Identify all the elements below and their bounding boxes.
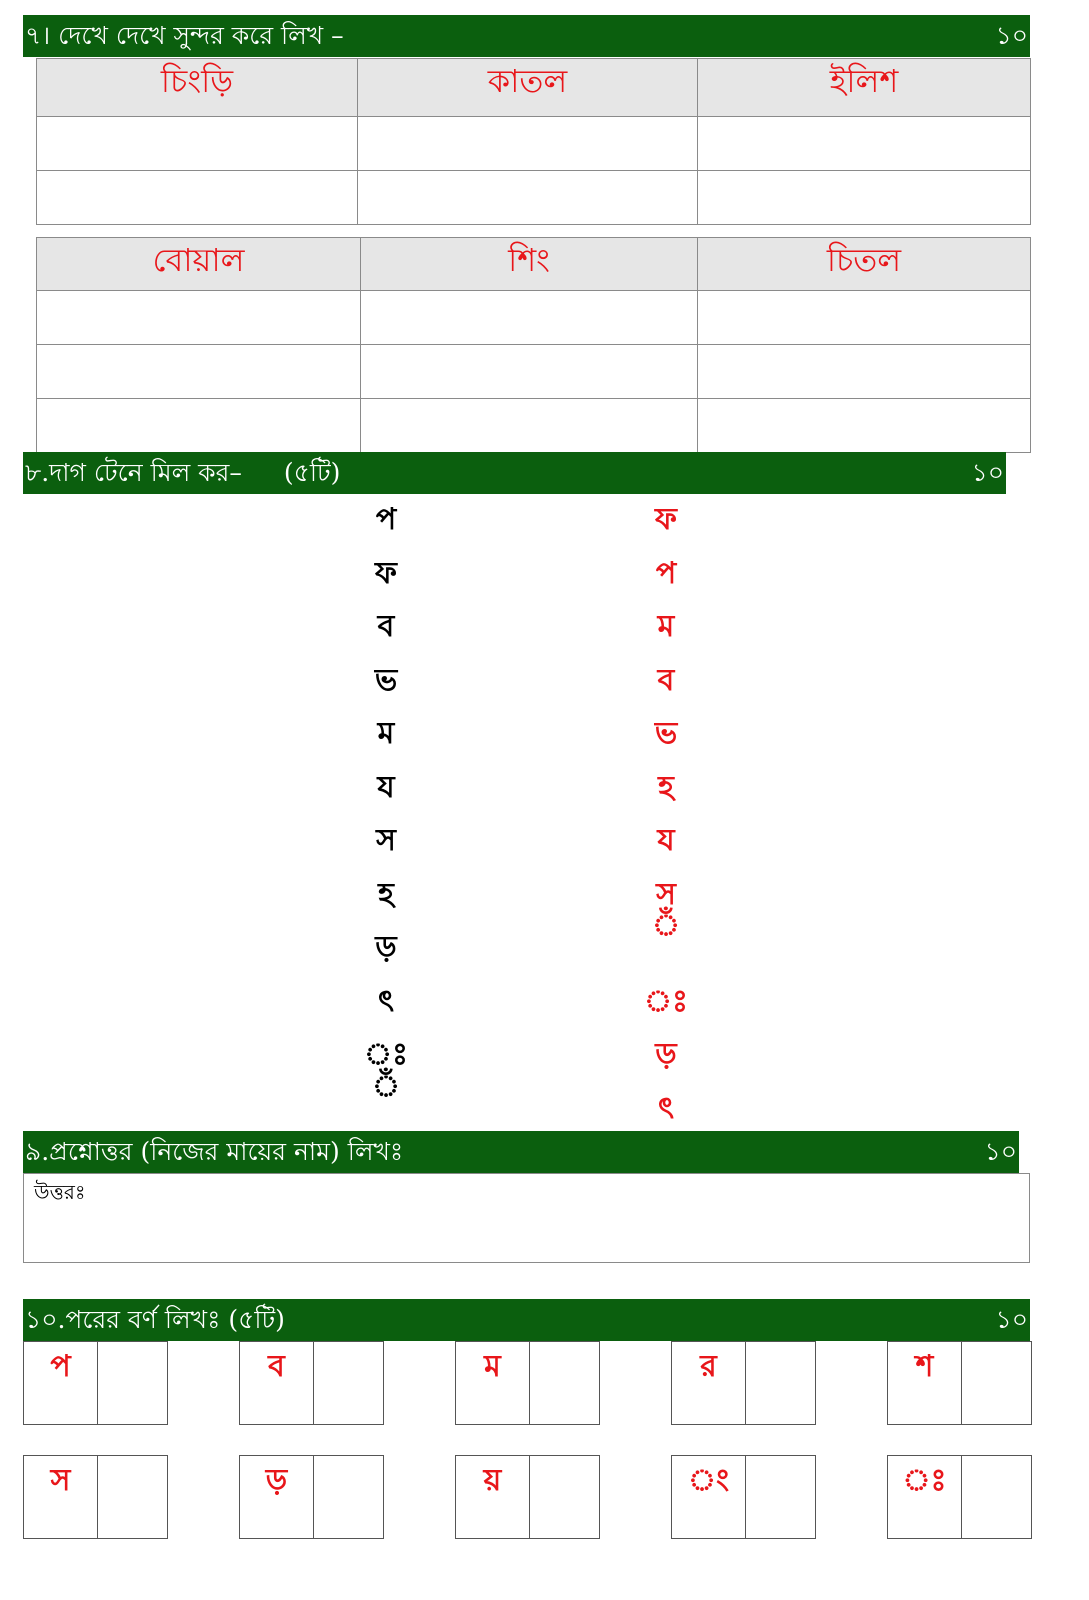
match-left-letter[interactable]: ফ: [375, 555, 397, 591]
section-7-title: ৭। দেখে দেখে সুন্দর করে লিখ –: [25, 21, 344, 50]
section-9-title: ৯.প্রশ্নোত্তর (নিজের মায়ের নাম) লিখঃ: [25, 1137, 404, 1166]
match-right-letter[interactable]: ভ: [654, 716, 678, 751]
given-letter: ব: [240, 1342, 314, 1424]
copy-word-1: চিংড়ি: [37, 59, 358, 117]
match-left-column: [356, 493, 416, 1112]
given-letter: শ: [888, 1342, 962, 1424]
given-letter: র: [672, 1342, 746, 1424]
writing-cell[interactable]: [37, 291, 361, 345]
section-7-header: [23, 15, 1030, 57]
given-letter: ঃ: [888, 1456, 962, 1538]
writing-cell[interactable]: [698, 399, 1031, 453]
match-right-letter[interactable]: ৎ: [657, 1090, 675, 1126]
section-8-count: (৫টি): [283, 458, 341, 487]
match-left-letter[interactable]: য: [377, 769, 395, 805]
section-10-header: [23, 1299, 1030, 1341]
copy-word-4: বোয়াল: [37, 238, 361, 291]
copy-word-5: শিং: [361, 238, 698, 291]
section-9-header: [23, 1131, 1019, 1173]
given-letter: ম: [456, 1342, 530, 1424]
match-right-letter[interactable]: হ: [658, 769, 674, 805]
answer-box[interactable]: [23, 1173, 1030, 1263]
match-right-letter[interactable]: প: [655, 555, 677, 591]
match-right-letter[interactable]: ঁ: [651, 908, 681, 943]
writing-cell[interactable]: [37, 171, 358, 225]
writing-cell[interactable]: [37, 345, 361, 399]
section-8-marks: ১০: [971, 458, 1004, 487]
next-letter-box[interactable]: [887, 1341, 1032, 1425]
copy-word-2: কাতল: [358, 59, 698, 117]
match-left-letter[interactable]: ড়: [375, 930, 397, 965]
match-left-letter[interactable]: ম: [377, 716, 395, 751]
match-left-letter[interactable]: ঃ: [363, 1037, 409, 1072]
match-left-letter[interactable]: ভ: [374, 662, 398, 698]
writing-cell[interactable]: [37, 117, 358, 171]
given-letter: স: [24, 1456, 98, 1538]
writing-cell[interactable]: [361, 291, 698, 345]
section-9-marks: ১০: [984, 1137, 1017, 1166]
given-letter: ড়: [240, 1456, 314, 1538]
section-8-header: [23, 452, 1006, 494]
given-letter: ং: [672, 1456, 746, 1538]
copy-word-3: ইলিশ: [698, 59, 1031, 117]
given-letter: প: [24, 1342, 98, 1424]
writing-cell[interactable]: [698, 291, 1031, 345]
writing-cell[interactable]: [358, 171, 698, 225]
given-letter: য়: [456, 1456, 530, 1538]
match-right-letter[interactable]: য: [657, 823, 675, 858]
writing-cell[interactable]: [698, 171, 1031, 225]
answer-label: উত্তরঃ: [34, 1180, 86, 1204]
match-right-letter[interactable]: ব: [657, 662, 675, 698]
match-right-letter[interactable]: ফ: [655, 502, 677, 537]
section-7-marks: ১০: [995, 21, 1028, 50]
next-letter-box[interactable]: [671, 1341, 816, 1425]
match-left-letter[interactable]: ব: [377, 609, 395, 644]
section-10-marks: ১০: [995, 1305, 1028, 1334]
match-right-column: [636, 493, 696, 1135]
section-8-title: ৮.দাগ টেনে মিল কর–: [25, 458, 242, 487]
section-10-title: ১০.পরের বর্ণ লিখঃ (৫টি): [25, 1305, 285, 1334]
match-right-letter[interactable]: ম: [657, 609, 675, 644]
match-left-letter[interactable]: প: [375, 502, 397, 537]
next-letter-box[interactable]: [23, 1341, 168, 1425]
match-right-letter[interactable]: স: [656, 876, 676, 912]
writing-cell[interactable]: [358, 117, 698, 171]
match-right-letter[interactable]: ড়: [655, 1037, 677, 1072]
match-right-letter[interactable]: ঃ: [643, 983, 689, 1019]
writing-cell[interactable]: [698, 345, 1031, 399]
writing-cell[interactable]: [361, 345, 698, 399]
next-letter-box[interactable]: [455, 1455, 600, 1539]
copy-word-6: চিতল: [698, 238, 1031, 291]
match-left-letter[interactable]: ৎ: [377, 983, 395, 1019]
writing-cell[interactable]: [698, 117, 1031, 171]
match-left-letter[interactable]: স: [376, 823, 396, 858]
writing-cell[interactable]: [37, 399, 361, 453]
next-letter-box[interactable]: [887, 1455, 1032, 1539]
next-letter-box[interactable]: [671, 1455, 816, 1539]
next-letter-box[interactable]: [23, 1455, 168, 1539]
writing-cell[interactable]: [361, 399, 698, 453]
match-left-letter[interactable]: হ: [378, 876, 394, 912]
next-letter-box[interactable]: [455, 1341, 600, 1425]
copy-table-2: [36, 237, 1031, 453]
next-letter-box[interactable]: [239, 1455, 384, 1539]
match-left-letter[interactable]: ঁ: [371, 1068, 401, 1104]
copy-table-1: [36, 58, 1031, 225]
next-letter-box[interactable]: [239, 1341, 384, 1425]
